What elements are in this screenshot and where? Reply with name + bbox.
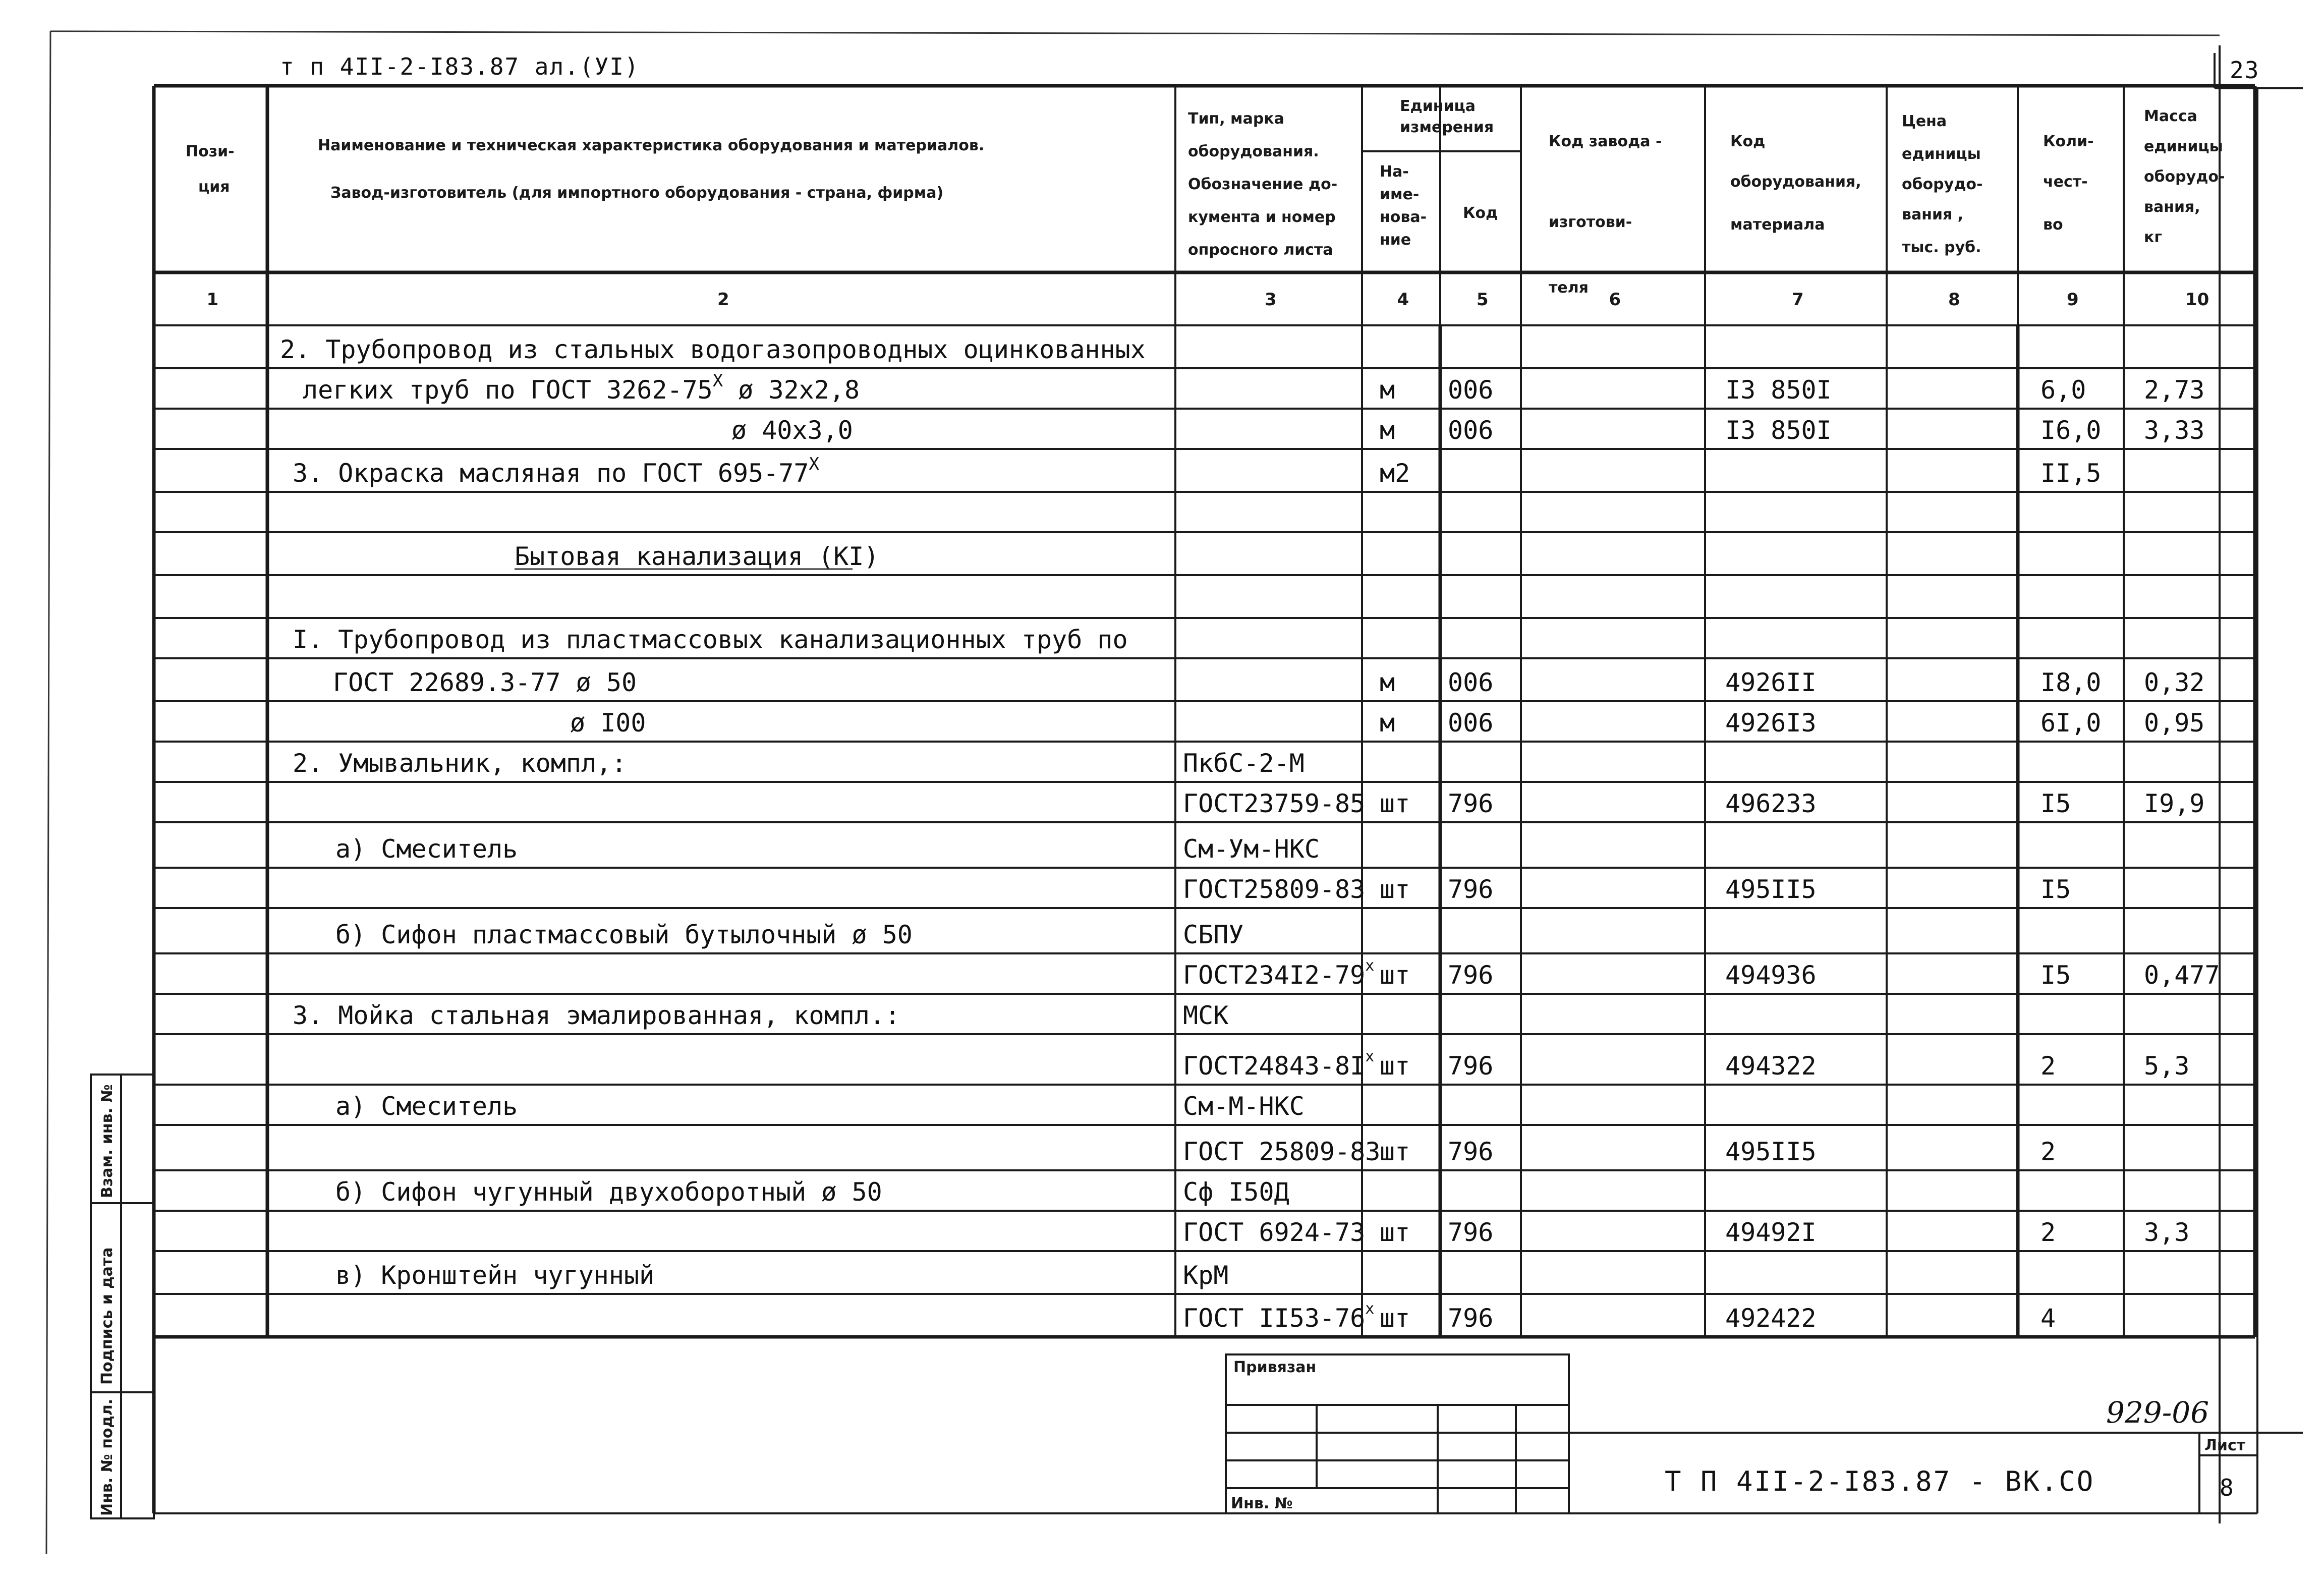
table-row (293, 1001, 1228, 1030)
row-type: $ГОСТ234I2-79^х$ (1183, 957, 1375, 990)
col6-header-line-0: Код завода - (1549, 133, 1662, 150)
row-name-superscript: Х (712, 371, 723, 391)
table-row (515, 542, 879, 571)
row-material-code: 494936 (1725, 960, 1817, 990)
row-mass: 3,3 (2144, 1218, 2190, 1247)
row-name: 2. Трубопровод из стальных водогазопроводных оцинкованных (280, 335, 1146, 364)
row-name-superscript: Х (809, 454, 819, 474)
row-unit: шт (1380, 1304, 1410, 1333)
row-unit-code: 796 (1448, 789, 1494, 818)
row-unit-code: 006 (1448, 668, 1494, 697)
col7-header-line-2: материала (1730, 216, 1825, 234)
row-material-code: 496233 (1725, 789, 1817, 818)
row-name: 2. Умывальник, компл,: (293, 749, 627, 778)
table-row (570, 708, 2204, 738)
col2-header-a: Наименование и техническая характеристика оборудования и материалов. (318, 137, 985, 154)
row-unit-code: 796 (1448, 875, 1494, 904)
row-type: $ГОСТ24843-8I^х$ (1183, 1048, 1375, 1081)
row-quantity: I5 (2040, 789, 2071, 818)
row-type: См-Ум-НКС (1183, 834, 1320, 864)
col2-header-b: Завод-изготовитель (для импортного оборудования - страна, фирма) (330, 184, 944, 202)
row-material-code: 49492I (1725, 1218, 1817, 1247)
row-material-code: I3 850I (1725, 416, 1832, 445)
row-name-tail: ø 32х2,8 (738, 375, 860, 405)
row-name: а) Смеситель (335, 834, 518, 864)
row-type: ГОСТ $II53-76^х$ (1183, 1300, 1375, 1333)
col8-header-line-2: оборудо- (1902, 176, 1983, 193)
row-unit-code: 006 (1448, 416, 1494, 445)
row-type: См-М-НКС (1183, 1092, 1305, 1121)
row-unit: шт (1380, 875, 1410, 904)
table-row (303, 371, 2204, 405)
row-unit-code: 796 (1448, 1218, 1494, 1247)
row-type: ГОСТ 6924-73 (1183, 1218, 1366, 1247)
col45-header-line-0: Единица (1400, 97, 1476, 115)
row-quantity: 2 (2040, 1137, 2056, 1166)
row-unit-code: 006 (1448, 708, 1494, 738)
row-mass: 2,73 (2144, 375, 2205, 405)
row-type: СБПУ (1183, 920, 1244, 949)
table-row (1183, 957, 2220, 990)
col45-header-line-1: измерения (1400, 119, 1494, 136)
column-number-9: 9 (2067, 290, 2079, 310)
row-name: в) Кронштейн чугунный (335, 1261, 655, 1290)
row-material-code: 4926I3 (1725, 708, 1817, 738)
table-row (335, 1177, 1289, 1207)
table-row (293, 625, 1128, 654)
table-row (293, 749, 1305, 778)
bound-label: Привязан (1233, 1359, 1317, 1376)
col10-header-line-3: вания, (2144, 198, 2200, 216)
row-type: МСК (1183, 1001, 1229, 1030)
row-quantity: 6I,0 (2040, 708, 2102, 738)
sheet-label: Лист (2204, 1437, 2246, 1454)
col8-header-line-4: тыс. руб. (1902, 239, 1981, 256)
column-number-8: 8 (1948, 290, 1960, 310)
column-number-2: 2 (717, 290, 729, 310)
table-row (1183, 789, 2204, 818)
col8-header-line-1: единицы (1902, 145, 1981, 163)
row-unit: шт (1380, 1137, 1410, 1166)
row-name: а) Смеситель (335, 1092, 518, 1121)
row-unit-code: 796 (1448, 1304, 1494, 1333)
sheet-number: 8 (2220, 1474, 2235, 1501)
col6-header-line-1: изготови- (1549, 213, 1632, 231)
row-name: б) Сифон пластмассовый бутылочный ø 50 (335, 920, 913, 949)
table-row (333, 668, 2204, 697)
row-type: КрМ (1183, 1261, 1229, 1290)
col8-header-line-0: Цена (1902, 112, 1947, 130)
row-unit: шт (1380, 1051, 1410, 1081)
row-quantity: 2 (2040, 1051, 2056, 1081)
col1-header-b: ция (198, 178, 230, 196)
row-quantity: II,5 (2040, 459, 2102, 488)
col9-header-line-0: Коли- (2043, 133, 2094, 150)
col10-header-line-2: оборудо- (2144, 168, 2225, 186)
row-quantity: I6,0 (2040, 416, 2102, 445)
row-unit-code: 796 (1448, 960, 1494, 990)
table-body (280, 335, 2220, 1333)
table-row (1183, 1218, 2189, 1247)
row-unit: м (1380, 668, 1395, 697)
col4-header-line-1: име- (1380, 186, 1420, 203)
table-row (335, 1092, 1305, 1121)
row-type: ГОСТ 25809-83 (1183, 1137, 1381, 1166)
row-name: 3. Окраска масляная по ГОСТ $695-77^Х$ (293, 454, 819, 488)
row-name: б) Сифон чугунный двухоборотный ø 50 (335, 1177, 882, 1207)
document-code: Т П 4II-2-I83.87 - ВК.СО (1665, 1465, 2095, 1497)
row-type-superscript: х (1365, 1048, 1375, 1065)
table-row (335, 834, 1320, 864)
col3-header-line-0: Тип, марка (1188, 110, 1284, 128)
row-type-superscript: х (1365, 957, 1375, 975)
row-unit: м (1380, 708, 1395, 738)
row-material-code: I3 850I (1725, 375, 1832, 405)
inventory-label: Инв. № (1231, 1495, 1293, 1512)
row-material-code: 495II5 (1725, 875, 1817, 904)
row-name: Бытовая канализация (КI) (515, 542, 879, 571)
row-material-code: 494322 (1725, 1051, 1817, 1081)
table-row (731, 416, 2204, 445)
col1-header: Пози- (186, 143, 235, 160)
col10-header-line-0: Масса (2144, 107, 2197, 125)
row-name: ø 40х3,0 (731, 416, 853, 445)
document-reference: т п 4II-2-I83.87 ал.(УI) (280, 53, 640, 80)
col6-header-line-2: теля (1549, 279, 1589, 297)
row-unit-code: 796 (1448, 1137, 1494, 1166)
row-unit: м2 (1380, 459, 1410, 488)
col4-header-line-0: На- (1380, 163, 1409, 181)
row-mass: 3,33 (2144, 416, 2205, 445)
row-unit: шт (1380, 1218, 1410, 1247)
row-type: ГОСТ23759-85 (1183, 789, 1366, 818)
column-number-3: 3 (1265, 290, 1277, 310)
row-type: ГОСТ25809-83 (1183, 875, 1366, 904)
row-unit: м (1380, 416, 1395, 445)
col3-header-line-4: опросного листа (1188, 241, 1333, 259)
row-type: Сф I50Д (1183, 1177, 1289, 1207)
col4-header-line-3: ние (1380, 231, 1411, 249)
col5-header: Код (1463, 204, 1498, 222)
row-type: ПкбС-2-М (1183, 749, 1305, 778)
handwritten-number: 929-06 (2106, 1395, 2209, 1430)
row-mass: 5,3 (2144, 1051, 2190, 1081)
row-name: легких труб по ГОСТ $3262-75^Х$ ø 32х2,8 (303, 371, 860, 405)
col4-header-line-2: нова- (1380, 208, 1427, 226)
row-material-code: 4926II (1725, 668, 1817, 697)
row-mass: 0,477 (2144, 960, 2220, 990)
row-name: 3. Мойка стальная эмалированная, компл.: (293, 1001, 900, 1030)
row-name: I. Трубопровод из пластмассовых канализационных труб по (293, 625, 1128, 654)
row-quantity: 6,0 (2040, 375, 2086, 405)
row-quantity: 2 (2040, 1218, 2056, 1247)
page-number: 23 (2230, 56, 2260, 84)
col9-header-line-2: во (2043, 216, 2063, 234)
row-quantity: 4 (2040, 1304, 2056, 1333)
column-number-10: 10 (2185, 290, 2209, 310)
sheet-frame (46, 31, 2220, 1554)
row-name: ГОСТ 22689.3-77 ø 50 (333, 668, 637, 697)
table-row (1183, 1300, 2056, 1333)
col7-header-line-0: Код (1730, 133, 1766, 150)
table-row (1183, 875, 2071, 904)
side-label-signature-date: Подпись и дата (98, 1247, 116, 1385)
col8-header-line-3: вания , (1902, 206, 1964, 223)
column-number-5: 5 (1477, 290, 1489, 310)
column-number-6: 6 (1609, 290, 1621, 310)
side-label-inv-original: Инв. № подл. (98, 1398, 116, 1516)
side-stamp (91, 1075, 154, 1518)
row-unit: шт (1380, 789, 1410, 818)
row-material-code: 495II5 (1725, 1137, 1817, 1166)
row-name: ø I00 (570, 708, 646, 738)
title-block (154, 1354, 2303, 1513)
table-row (335, 920, 1243, 949)
column-number-1: 1 (206, 290, 219, 310)
column-number-7: 7 (1792, 290, 1804, 310)
row-unit: шт (1380, 960, 1410, 990)
row-mass: I9,9 (2144, 789, 2205, 818)
row-quantity: I8,0 (2040, 668, 2102, 697)
row-quantity: I5 (2040, 875, 2071, 904)
row-type-superscript: х (1365, 1300, 1375, 1318)
col3-header-line-3: кумента и номер (1188, 208, 1336, 226)
table-row (280, 335, 1146, 364)
table-row (335, 1261, 1228, 1290)
row-unit-code: 796 (1448, 1051, 1494, 1081)
col7-header-line-1: оборудования, (1730, 173, 1861, 191)
column-number-4: 4 (1397, 290, 1409, 310)
row-unit: м (1380, 375, 1395, 405)
table-header (186, 97, 2225, 310)
col10-header-line-4: кг (2144, 229, 2163, 246)
table-row (1183, 1048, 2189, 1081)
row-material-code: 492422 (1725, 1304, 1817, 1333)
table-row (293, 454, 2101, 488)
col3-header-line-1: оборудования. (1188, 143, 1319, 160)
table-row (1183, 1137, 2056, 1166)
side-label-replacement-inv: Взам. инв. № (98, 1084, 116, 1198)
col9-header-line-1: чест- (2043, 173, 2088, 191)
row-quantity: I5 (2040, 960, 2071, 990)
row-mass: 0,32 (2144, 668, 2205, 697)
col10-header-line-1: единицы (2144, 138, 2223, 155)
row-mass: 0,95 (2144, 708, 2205, 738)
row-unit-code: 006 (1448, 375, 1494, 405)
col3-header-line-2: Обозначение до- (1188, 176, 1338, 193)
